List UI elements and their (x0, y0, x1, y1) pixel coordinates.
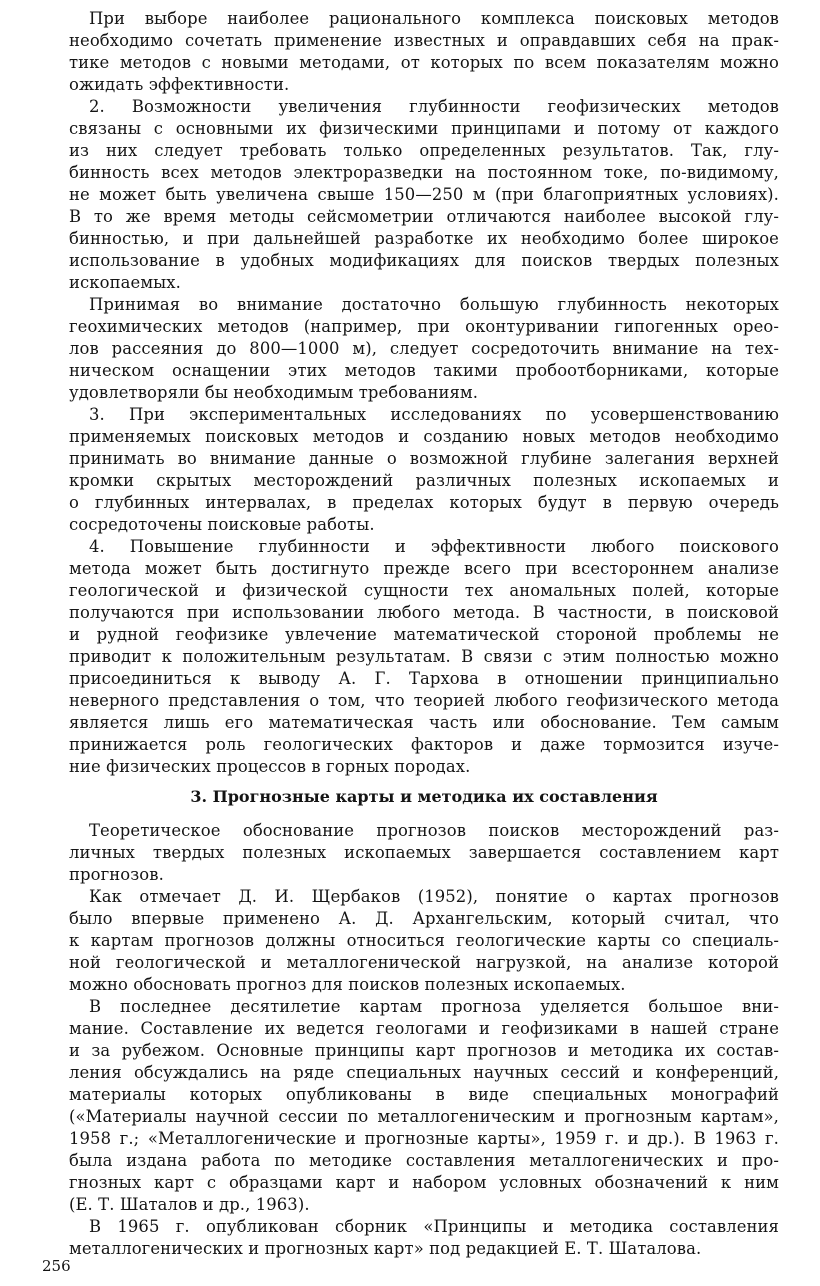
text-line: тике методов с новыми методами, от которых по всем показателям можно (69, 53, 779, 72)
text-line: геологической и физической сущности тех аномальных полей, которые (69, 581, 779, 600)
text-line: 3. При экспериментальных исследованиях по усовершенствованию (89, 405, 779, 424)
text-line: Принимая во внимание достаточно большую глубинность некоторых (89, 295, 779, 314)
text-line: ления обсуждались на ряде специальных научных сессий и конференций, (69, 1063, 779, 1082)
page-number: 256 (42, 1257, 71, 1275)
text-line: бинность всех методов электроразведки на постоянном токе, по-видимому, (69, 163, 779, 182)
text-line: В 1965 г. опубликован сборник «Принципы и методика составления (89, 1217, 779, 1236)
text-line: 2. Возможности увеличения глубинности геофизических методов (89, 97, 779, 116)
text-line: При выборе наиболее рационального комплекса поисковых методов (89, 9, 779, 28)
text-line: бинностью, и при дальнейшей разработке их необходимо более широкое (69, 229, 779, 248)
text-line: принимать во внимание данные о возможной глубине залегания верхней (69, 449, 779, 468)
text-line: получаются при использовании любого метода. В частности, в поисковой (69, 603, 779, 622)
text-line: В то же время методы сейсмометрии отличаются наиболее высокой глу- (69, 207, 779, 226)
text-line: ной геологической и металлогенической нагрузкой, на анализе которой (69, 953, 779, 972)
text-line: присоединиться к выводу А. Г. Тархова в отношении принципиально (69, 669, 779, 688)
text-line: геохимических методов (например, при оконтуривании гипогенных орео- (69, 317, 779, 336)
text-line: Теоретическое обоснование прогнозов поисков месторождений раз- (89, 821, 779, 840)
text-line: связаны с основными их физическими принципами и потому от каждого (69, 119, 779, 138)
text-line: (Е. Т. Шаталов и др., 1963). (69, 1195, 310, 1214)
text-line: удовлетворяли бы необходимым требованиям. (69, 383, 479, 402)
text-line: принижается роль геологических факторов и даже тормозится изуче- (69, 735, 779, 754)
text-line: и за рубежом. Основные принципы карт прогнозов и методика их состав- (69, 1041, 779, 1060)
text-line: В последнее десятилетие картам прогноза уделяется большое вни- (89, 997, 779, 1016)
text-line: ожидать эффективности. (69, 75, 290, 94)
text-line: к картам прогнозов должны относиться геологические карты со специаль- (69, 931, 779, 950)
text-line: личных твердых полезных ископаемых завершается составлением карт (69, 843, 779, 862)
text-line: было впервые применено А. Д. Архангельским, который считал, что (69, 909, 779, 928)
text-line: лов рассеяния до 800—1000 м), следует сосредоточить внимание на тех- (69, 339, 779, 358)
text-line: использование в удобных модификациях для поисков твердых полезных (69, 251, 779, 270)
text-line: можно обосновать прогноз для поисков полезных ископаемых. (69, 975, 626, 994)
text-line: метода может быть достигнуто прежде всего при всестороннем анализе (69, 559, 779, 578)
text-line: 4. Повышение глубинности и эффективности любого поискового (89, 537, 779, 556)
text-line: ископаемых. (69, 273, 181, 292)
text-line: ническом оснащении этих методов такими пробоотборниками, которые (69, 361, 779, 380)
text-line: кромки скрытых месторождений различных полезных ископаемых и (69, 471, 779, 490)
text-line: является лишь его математическая часть или обоснование. Тем самым (69, 713, 779, 732)
text-line: применяемых поисковых методов и созданию новых методов необходимо (69, 427, 779, 446)
text-line: и рудной геофизике увлечение математической стороной проблемы не (69, 625, 779, 644)
text-line: неверного представления о том, что теорией любого геофизического метода (69, 691, 779, 710)
text-line: приводит к положительным результатам. В связи с этим полностью можно (69, 647, 779, 666)
text-line: материалы которых опубликованы в виде специальных монографий (69, 1085, 779, 1104)
text-line: о глубинных интервалах, в пределах которых будут в первую очередь (69, 493, 779, 512)
text-line: из них следует требовать только определенных результатов. Так, глу- (69, 141, 779, 160)
text-line: металлогенических и прогнозных карт» под редакцией Е. Т. Шаталова. (69, 1239, 702, 1258)
text-line: 1958 г.; «Металлогенические и прогнозные карты», 1959 г. и др.). В 1963 г. (69, 1129, 779, 1148)
text-line: мание. Составление их ведется геологами и геофизиками в нашей стране (69, 1019, 779, 1038)
text-line: гнозных карт с образцами карт и набором условных обозначений к ним (69, 1173, 779, 1192)
text-line: была издана работа по методике составления металлогенических и про- (69, 1151, 779, 1170)
text-line: Как отмечает Д. И. Щербаков (1952), понятие о картах прогнозов (89, 887, 779, 906)
text-line: сосредоточены поисковые работы. (69, 515, 375, 534)
text-line: («Материалы научной сессии по металлогеническим и прогнозным картам», (69, 1107, 779, 1126)
section-heading: 3. Прогнозные карты и методика их составления (190, 787, 658, 806)
text-line: необходимо сочетать применение известных и оправдавших себя на прак- (69, 31, 779, 50)
text-line: прогнозов. (69, 865, 164, 884)
text-line: ние физических процессов в горных породах. (69, 757, 471, 776)
text-line: не может быть увеличена свыше 150—250 м (при благоприятных условиях). (69, 185, 779, 204)
